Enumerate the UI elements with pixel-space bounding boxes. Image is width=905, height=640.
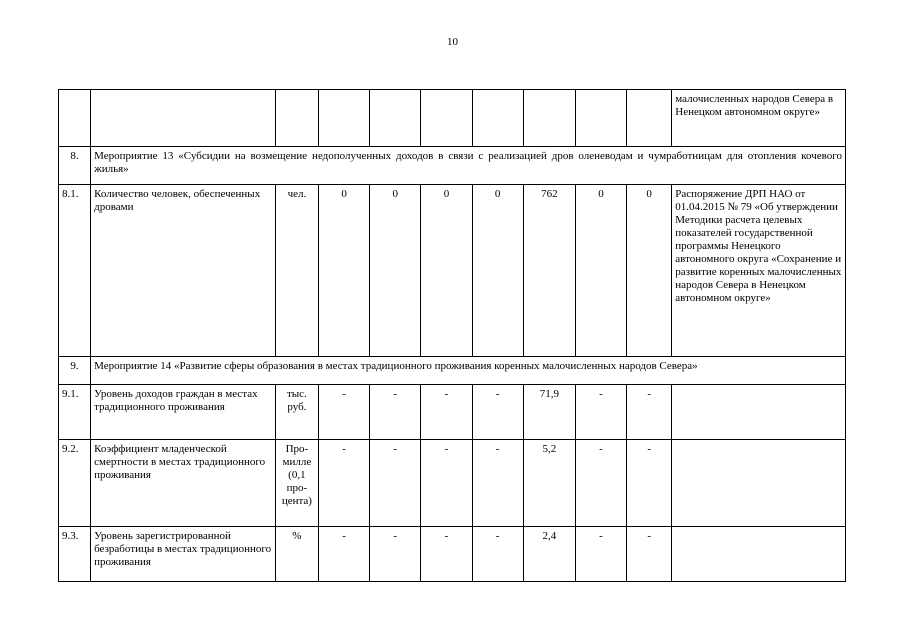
value-cell: 0 (421, 185, 472, 357)
table-row-continuation (59, 90, 846, 147)
value-cell: - (421, 385, 472, 440)
indicator-name-cell: Коэффициент младенческой смертности в местах традиционного проживания (91, 440, 276, 527)
value-cell: 0 (575, 185, 626, 357)
row-number-cell: 9.2. (59, 440, 91, 527)
unit-cell: тыс. руб. (275, 385, 318, 440)
section-title: Мероприятие 13 «Субсидии на возмещение недополученных доходов в связи с реализацией дров оленеводам и чумработницам для отопления кочевого жилья» (91, 147, 846, 185)
value-cell: - (575, 385, 626, 440)
value-cell: - (318, 385, 369, 440)
value-cell: - (627, 440, 672, 527)
basis-cell: малочисленных народов Севера в Ненецком автономном округе» (672, 90, 846, 147)
indicator-name-cell: Уровень доходов граждан в местах традиционного проживания (91, 385, 276, 440)
unit-cell: чел. (275, 185, 318, 357)
value-cell: - (370, 527, 421, 582)
value-cell: - (318, 527, 369, 582)
value-cell: 0 (627, 185, 672, 357)
indicator-name-cell: Количество человек, обеспеченных дровами (91, 185, 276, 357)
table-row-9-2 (59, 440, 846, 527)
basis-cell: Распоряжение ДРП НАО от 01.04.2015 № 79 «Об утверждении Методики расчета целевых показателей государственной программы Ненецкого автономного округа «Сохранение и развитие коренных малочисленных народов Севера в Ненецком автономном округе» (672, 185, 846, 357)
value-cell: - (472, 440, 523, 527)
value-cell: 762 (523, 185, 575, 357)
value-cell: - (318, 440, 369, 527)
row-number-cell: 8. (59, 147, 91, 185)
page-number: 10 (447, 36, 458, 48)
unit-cell (275, 90, 318, 147)
value-cell: - (627, 527, 672, 582)
table-row-9-1 (59, 385, 846, 440)
value-cell: 5,2 (523, 440, 575, 527)
value-cell: 0 (472, 185, 523, 357)
value-cell: - (421, 527, 472, 582)
row-number-cell: 8.1. (59, 185, 91, 357)
basis-cell (672, 527, 846, 582)
table-row-section-9 (59, 357, 846, 385)
row-number-cell: 9.1. (59, 385, 91, 440)
value-cell: 71,9 (523, 385, 575, 440)
value-cell: - (575, 440, 626, 527)
indicator-name-cell: Уровень зарегистрированной безработицы в местах традиционного проживания (91, 527, 276, 582)
value-cell: 0 (318, 185, 369, 357)
indicator-name-cell (91, 90, 276, 147)
value-cell: - (370, 385, 421, 440)
row-number-cell (59, 90, 91, 147)
value-cell: - (472, 527, 523, 582)
table-row-8-1 (59, 185, 846, 357)
value-cell: - (472, 385, 523, 440)
table-row-section-8 (59, 147, 846, 185)
row-number-cell: 9. (59, 357, 91, 385)
value-cell: 0 (370, 185, 421, 357)
value-cell: 2,4 (523, 527, 575, 582)
basis-cell (672, 440, 846, 527)
value-cell: - (627, 385, 672, 440)
unit-cell: % (275, 527, 318, 582)
table-row-9-3 (59, 527, 846, 582)
value-cell: - (421, 440, 472, 527)
unit-cell: Про-милле (0,1 про-цента) (275, 440, 318, 527)
basis-cell (672, 385, 846, 440)
value-cell: - (370, 440, 421, 527)
row-number-cell: 9.3. (59, 527, 91, 582)
section-title: Мероприятие 14 «Развитие сферы образования в местах традиционного проживания коренных малочисленных народов Севера» (91, 357, 846, 385)
value-cell: - (575, 527, 626, 582)
indicators-table (58, 89, 846, 582)
